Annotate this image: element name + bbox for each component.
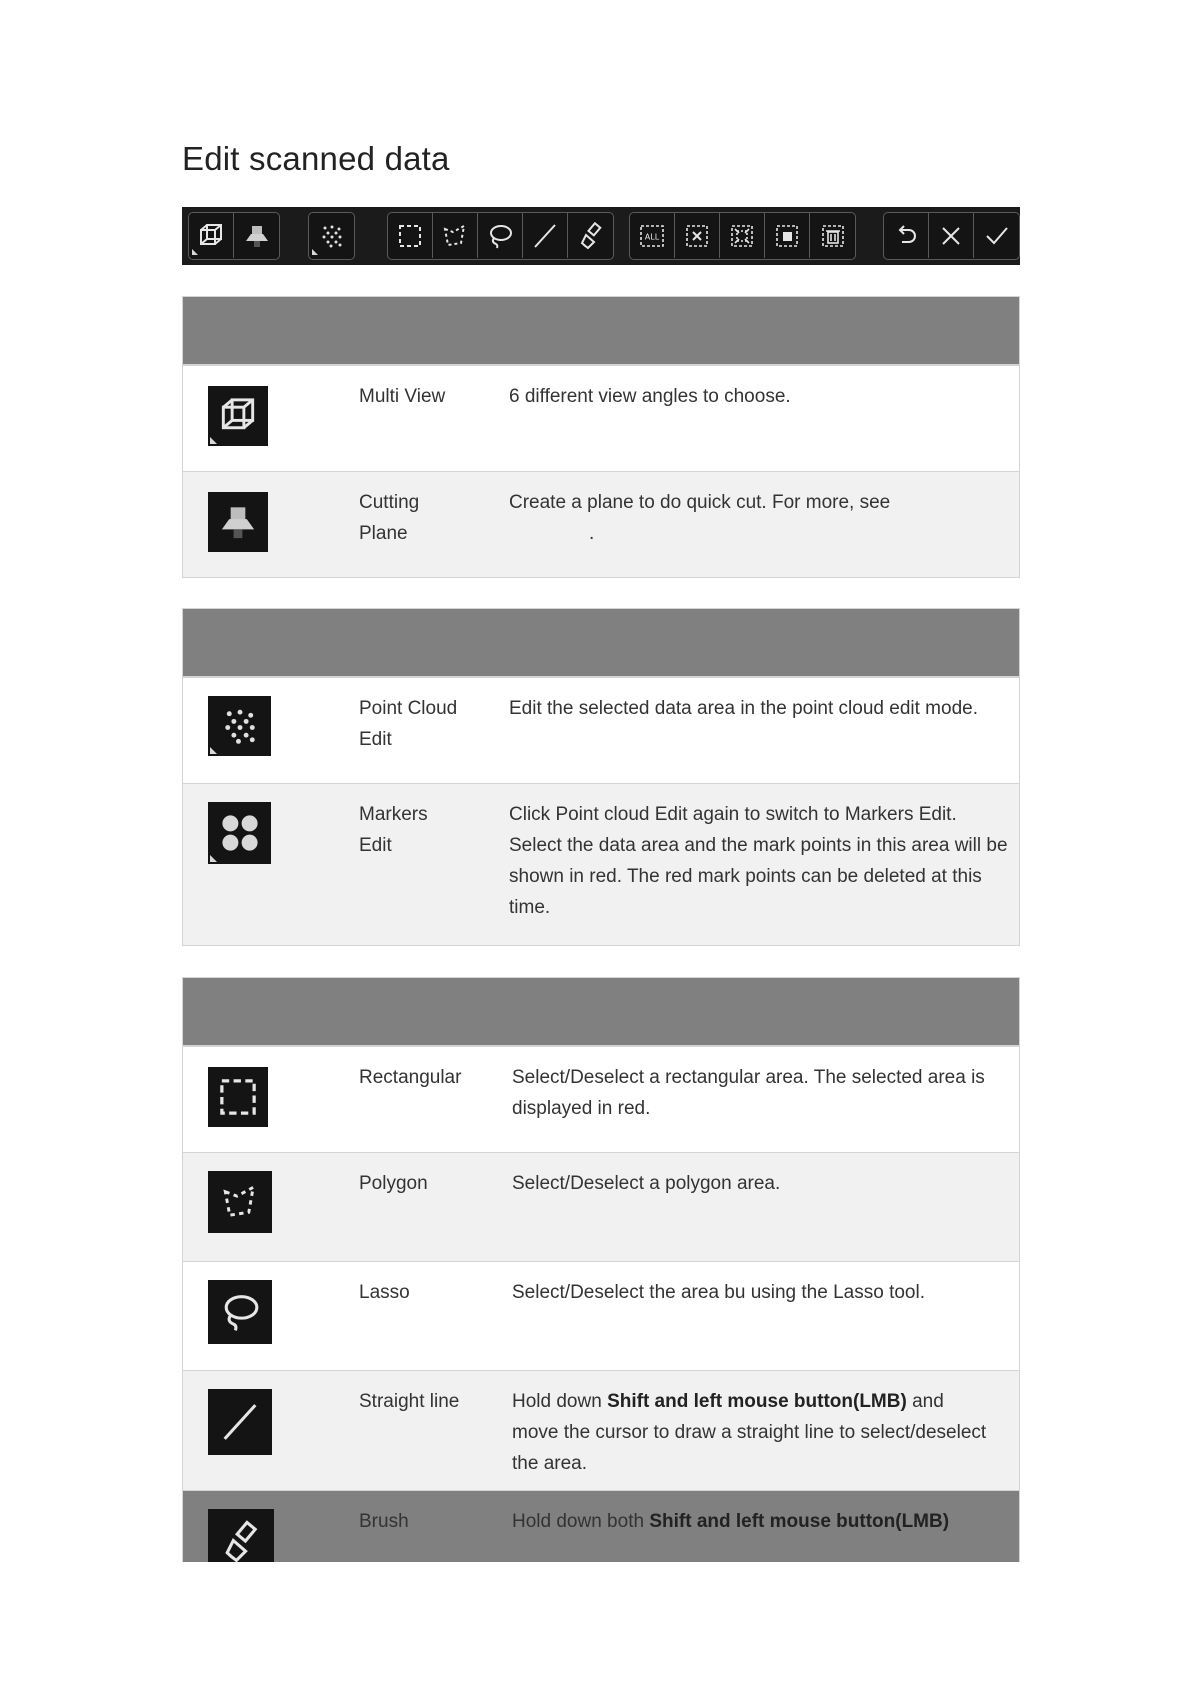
tool-description <box>512 1506 992 1537</box>
multi-view-icon <box>196 221 226 251</box>
table-row-multi-view <box>183 365 1019 471</box>
point-cloud-icon <box>317 221 347 251</box>
invert-selection-icon <box>727 221 757 251</box>
selection-tools-table <box>182 977 1020 1562</box>
select-connected-button[interactable] <box>765 213 810 258</box>
select-all-icon <box>637 221 667 251</box>
invert-selection-button[interactable] <box>720 213 765 258</box>
tool-name: Point Cloud Edit <box>359 698 458 750</box>
confirm-icon <box>982 221 1012 251</box>
table-row-cutting-plane <box>183 471 1019 577</box>
tool-name: Cutting Plane <box>359 492 420 544</box>
point-cloud-icon <box>208 696 271 756</box>
cutting-plane-icon <box>242 221 272 251</box>
description-text: and move the cursor to draw a straight line to select/deselect the area. <box>512 1391 987 1474</box>
tool-description <box>509 487 999 549</box>
table-header <box>183 609 1019 677</box>
view-tool-group <box>188 212 280 260</box>
multi-view-icon <box>208 386 268 446</box>
tool-description: Select/Deselect a rectangular area. The selected area is displayed in red. <box>512 1067 985 1119</box>
description-bold: Shift and left mouse button(LMB) <box>607 1391 907 1412</box>
table-row-polygon <box>183 1152 1019 1261</box>
tool-name: Multi View <box>359 386 446 407</box>
tool-description: Edit the selected data area in the point cloud edit mode. <box>509 698 978 719</box>
table-row-markers-edit <box>183 783 1019 945</box>
rectangle-select-icon <box>208 1067 268 1127</box>
tool-name: Polygon <box>359 1173 428 1194</box>
edit-toolbar <box>182 207 1020 265</box>
table-header <box>183 978 1019 1046</box>
table-row-point-cloud-edit <box>183 677 1019 783</box>
tool-description <box>512 1386 992 1479</box>
delete-icon <box>818 221 848 251</box>
description-text: Hold down both <box>512 1511 650 1532</box>
deselect-button[interactable] <box>675 213 720 258</box>
undo-icon <box>891 221 921 251</box>
description-tail: . <box>589 523 595 544</box>
cutting-plane-icon <box>208 492 268 552</box>
description-text: Create a plane to do quick cut. For more, see <box>509 492 891 513</box>
brush-icon <box>208 1509 274 1562</box>
brush-button[interactable] <box>568 213 613 258</box>
view-tools-table <box>182 296 1020 578</box>
svg-text:ALL: ALL <box>644 232 660 241</box>
delete-button[interactable] <box>810 213 855 258</box>
straight-line-icon <box>530 221 560 251</box>
cancel-button[interactable] <box>929 213 974 258</box>
page-title: Edit scanned data <box>182 140 450 177</box>
tool-name: Straight line <box>359 1391 460 1412</box>
rectangle-select-icon <box>395 221 425 251</box>
tool-name: Brush <box>359 1511 409 1532</box>
description-text: Hold down <box>512 1391 608 1412</box>
tool-description: 6 different view angles to choose. <box>509 386 791 407</box>
multi-view-button[interactable] <box>189 213 234 258</box>
select-all-button[interactable] <box>630 213 675 258</box>
polygon-select-button[interactable] <box>433 213 478 258</box>
description-bold: Shift and left mouse button(LMB) <box>649 1511 950 1532</box>
cancel-icon <box>936 221 966 251</box>
action-group <box>883 212 1020 260</box>
selection-tool-group <box>387 212 614 260</box>
straight-line-icon <box>208 1389 272 1455</box>
table-row-rectangular <box>183 1046 1019 1152</box>
tool-name: Lasso <box>359 1282 410 1303</box>
lasso-icon <box>485 221 515 251</box>
rectangle-select-button[interactable] <box>388 213 433 258</box>
selection-operation-group <box>629 212 856 260</box>
point-cloud-tool-group <box>308 212 355 260</box>
deselect-icon <box>682 221 712 251</box>
edit-modes-table <box>182 608 1020 946</box>
straight-line-button[interactable] <box>523 213 568 258</box>
tool-name: Rectangular <box>359 1067 462 1088</box>
point-cloud-edit-button[interactable] <box>309 213 354 258</box>
table-header <box>183 297 1019 365</box>
markers-icon <box>208 802 271 864</box>
table-row-lasso <box>183 1261 1019 1370</box>
table-row-brush <box>183 1490 1019 1562</box>
brush-icon <box>576 221 606 251</box>
polygon-select-icon <box>208 1171 272 1233</box>
lasso-button[interactable] <box>478 213 523 258</box>
polygon-select-icon <box>440 221 470 251</box>
confirm-button[interactable] <box>974 213 1019 258</box>
cutting-plane-button[interactable] <box>234 213 279 258</box>
select-connected-icon <box>772 221 802 251</box>
undo-button[interactable] <box>884 213 929 258</box>
table-row-straight-line <box>183 1370 1019 1490</box>
tool-description: Select/Deselect a polygon area. <box>512 1173 781 1194</box>
lasso-icon <box>208 1280 272 1344</box>
tool-description: Click Point cloud Edit again to switch to Markers Edit. Select the data area and the mark points in this area will be shown in red. The red mark points can be deleted at this time. <box>509 804 1008 918</box>
tool-name: Markers Edit <box>359 804 428 856</box>
tool-description: Select/Deselect the area bu using the Lasso tool. <box>512 1282 925 1303</box>
